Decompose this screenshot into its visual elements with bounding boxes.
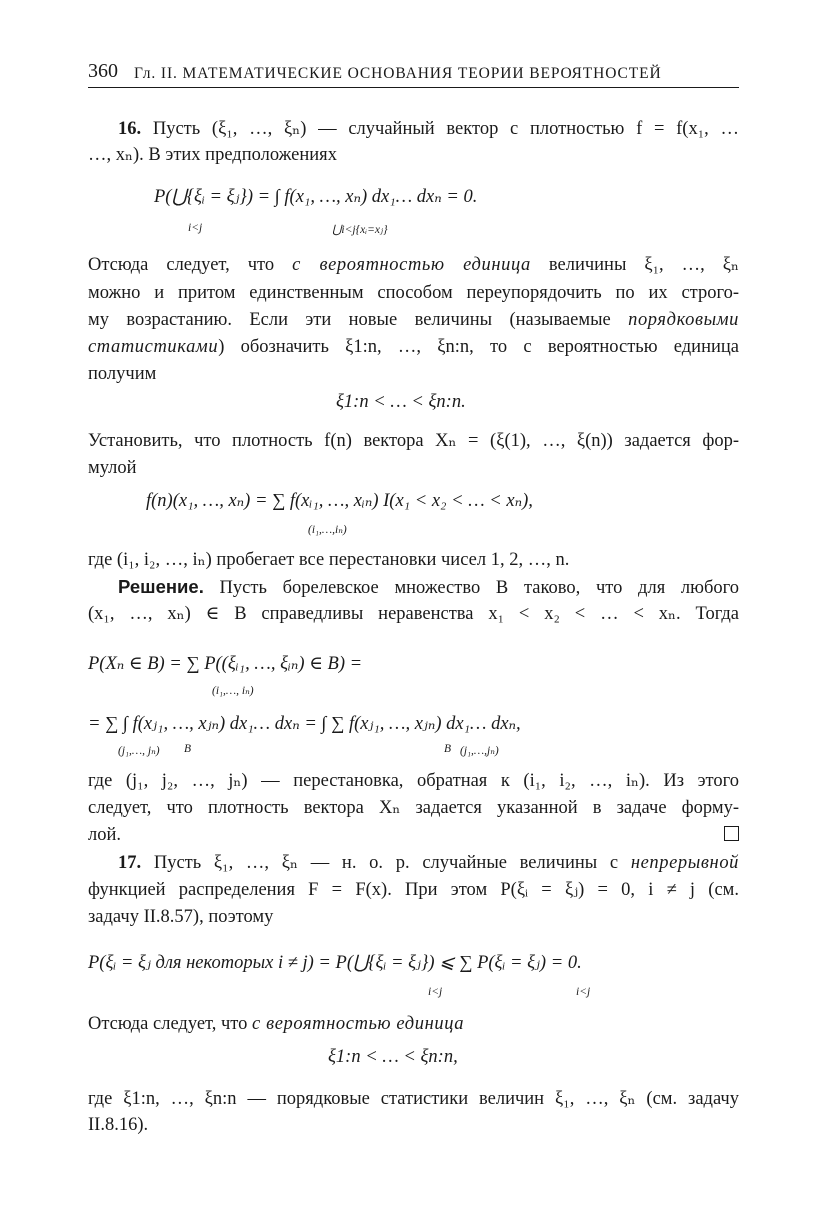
p1-line2: можно и притом единственным способом переупорядочить по их строго- [88,283,739,303]
equation-3: f(n)(x₁, …, xₙ) = ∑ f(xᵢ₁, …, xᵢₙ) I(x₁ < x₂ < … < xₙ), [146,491,533,511]
eq1-subscript-left: i<j [188,222,203,234]
eq3-subscript: (i₁,…,iₙ) [308,524,347,536]
solution-line1 [118,575,739,600]
problem-17-line3: задачу II.8.57), поэтому [88,907,274,927]
solution-line2: (x₁, …, xₙ) ∈ B справедливы неравенства x₁ < x₂ < … < xₙ. Тогда [88,604,739,624]
text: величины ξ₁, …, ξₙ [530,255,740,275]
emphasis: с вероятностью единица [252,1014,465,1034]
problem-17-line4 [88,1012,739,1036]
p3: где (i₁, i₂, …, iₙ) пробегает все перестановки чисел 1, 2, …, n. [88,550,570,570]
text: Пусть ξ₁, …, ξₙ — н. о. р. случайные величины с [153,853,631,873]
problem-17-line2: функцией распределения F = F(x). При этом P(ξᵢ = ξⱼ) = 0, i ≠ j (см. [88,880,739,900]
eq5-subscript-a: (j₁,…, jₙ) [118,745,160,757]
problem-number: 16. [118,119,142,139]
p2-line1: Установить, что плотность f(n) вектора Xₙ = (ξ(1), …, ξ(n)) задается фор- [88,431,739,451]
page-header [88,58,739,88]
running-head: Гл. II. МАТЕМАТИЧЕСКИЕ ОСНОВАНИЯ ТЕОРИИ ВЕРОЯТНОСТЕЙ [134,65,662,82]
p1-line5: получим [88,364,157,384]
problem-17-line1 [118,851,739,875]
p4-line2: следует, что плотность вектора Xₙ задается указанной в задаче форму- [88,798,739,818]
p4-line3: лой. [88,825,122,845]
eq5-subscript-d: (j₁,…,jₙ) [460,745,499,757]
problem-17-line6: II.8.16). [88,1115,149,1135]
solution-label: Решение. [118,576,204,597]
emphasis: с вероятностью единица [292,255,531,275]
text: Отсюда следует, что [88,1014,253,1034]
emphasis: непрерывной [630,853,740,873]
p2-line2: мулой [88,458,137,478]
eq1-subscript-right: ⋃i<j{xᵢ=xⱼ} [332,224,388,236]
eq4-subscript: (i₁,…, iₙ) [212,685,254,697]
p4-line1: где (j₁, j₂, …, jₙ) — перестановка, обратная к (i₁, i₂, …, iₙ). Из этого [88,771,739,791]
p1-line1 [88,253,739,277]
p1-line4 [88,335,739,359]
problem-17-line5: где ξ1:n, …, ξn:n — порядковые статистики величин ξ₁, …, ξₙ (см. задачу [88,1089,739,1109]
emphasis: порядковыми [628,310,739,330]
p1-line3 [88,308,739,332]
qed-square [724,826,739,841]
text: Пусть борелевское множество B таково, что для любого [203,578,739,598]
equation-4: P(Xₙ ∈ B) = ∑ P((ξᵢ₁, …, ξᵢₙ) ∈ B) = [88,654,363,674]
eq5-subscript-c: B [444,743,452,755]
equation-7: ξ1:n < … < ξn:n, [328,1047,458,1067]
page-number: 360 [88,60,118,82]
equation-6: P(ξᵢ = ξⱼ для некоторых i ≠ j) = P(⋃{ξᵢ = ξⱼ}) ⩽ ∑ P(ξᵢ = ξⱼ) = 0. [88,953,582,973]
problem-number: 17. [118,853,142,873]
eq6-subscript-a: i<j [428,986,443,998]
text: Пусть (ξ₁, …, ξₙ) — случайный вектор с плотностью f = f(x₁, … [152,119,740,139]
equation-5: = ∑ ∫ f(xⱼ₁, …, xⱼₙ) dx₁… dxₙ = ∫ ∑ f(xⱼ₁, …, xⱼₙ) dx₁… dxₙ, [88,714,521,734]
text: Отсюда следует, что [88,255,293,275]
eq5-subscript-b: B [184,743,192,755]
problem-16-intro-line1 [118,117,739,141]
emphasis: статистиками [88,337,219,357]
equation-1: P(⋃{ξᵢ = ξⱼ}) = ∫ f(x₁, …, xₙ) dx₁… dxₙ = 0. [154,187,478,207]
text: ) обозначить ξ1:n, …, ξn:n, то с вероятностью единица [218,337,739,357]
eq6-subscript-b: i<j [576,986,591,998]
equation-2: ξ1:n < … < ξn:n. [336,392,466,412]
problem-16-intro-line2: …, xₙ). В этих предположениях [88,145,337,165]
text: му возрастанию. Если эти новые величины (называемые [88,310,629,330]
